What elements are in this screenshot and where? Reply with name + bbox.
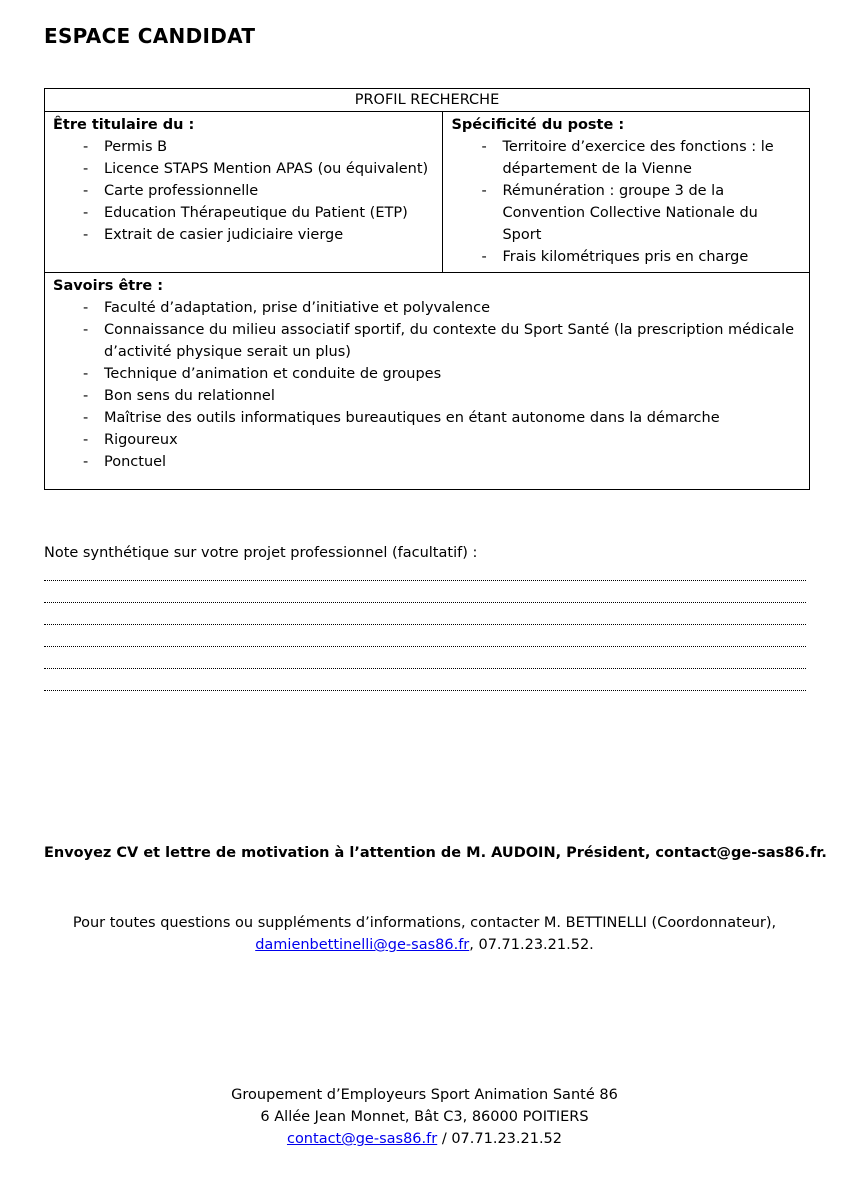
contact-email-link[interactable]: damienbettinelli@ge-sas86.fr — [255, 937, 470, 953]
list-item: - Frais kilométriques pris en charge — [451, 246, 801, 268]
list-item: - Rémunération : groupe 3 de la Convention Collective Nationale du Sport — [451, 180, 801, 246]
list-item: - Rigoureux — [53, 429, 801, 451]
list-item: - Technique d’animation et conduite de groupes — [53, 363, 801, 385]
list-item: - Carte professionnelle — [53, 180, 434, 202]
footer-org: Groupement d’Employeurs Sport Animation Santé 86 — [231, 1087, 618, 1103]
note-line[interactable] — [44, 646, 806, 647]
footer-phone: / 07.71.23.21.52 — [437, 1131, 563, 1147]
savoirs-list — [53, 297, 801, 473]
titulaire-cell — [45, 112, 443, 273]
specificite-label: Spécificité du poste : — [451, 117, 625, 133]
footer-contact-line — [0, 1128, 849, 1150]
list-item: - Connaissance du milieu associatif sportif, du contexte du Sport Santé (la prescription médicale d’activité physique serait un plus) — [53, 319, 801, 363]
list-item: - Bon sens du relationnel — [53, 385, 801, 407]
titulaire-list — [53, 136, 434, 246]
contact-block — [0, 912, 849, 956]
send-instruction: Envoyez CV et lettre de motivation à l’attention de M. AUDOIN, Président, contact@ge-sas86.fr. — [44, 845, 827, 861]
contact-phone: , 07.71.23.21.52. — [469, 937, 594, 953]
contact-text: Pour toutes questions ou suppléments d’informations, contacter M. BETTINELLI (Coordonnateur), — [72, 915, 777, 931]
list-item: - Ponctuel — [53, 451, 801, 473]
savoirs-label: Savoirs être : — [53, 278, 164, 294]
note-line[interactable] — [44, 668, 806, 669]
list-item: - Permis B — [53, 136, 434, 158]
profile-table — [44, 88, 810, 490]
list-item: - Faculté d’adaptation, prise d’initiative et polyvalence — [53, 297, 801, 319]
page-title: ESPACE CANDIDAT — [44, 24, 256, 48]
list-item: - Extrait de casier judiciaire vierge — [53, 224, 434, 246]
note-label: Note synthétique sur votre projet professionnel (facultatif) : — [44, 545, 478, 561]
note-line[interactable] — [44, 602, 806, 603]
note-line[interactable] — [44, 624, 806, 625]
specificite-cell — [443, 112, 810, 273]
profile-title: PROFIL RECHERCHE — [45, 89, 810, 112]
specificite-list — [451, 136, 801, 268]
footer-address: 6 Allée Jean Monnet, Bât C3, 86000 POITIERS — [260, 1109, 589, 1125]
note-line[interactable] — [44, 690, 806, 691]
savoirs-cell — [45, 273, 810, 490]
titulaire-label: Être titulaire du : — [53, 117, 195, 133]
contact-email-line — [0, 934, 849, 956]
list-item: - Education Thérapeutique du Patient (ETP) — [53, 202, 434, 224]
list-item: - Maîtrise des outils informatiques bureautiques en étant autonome dans la démarche — [53, 407, 801, 429]
list-item: - Territoire d’exercice des fonctions : le département de la Vienne — [451, 136, 801, 180]
footer-email-link[interactable]: contact@ge-sas86.fr — [286, 1131, 438, 1147]
footer — [0, 1084, 849, 1150]
note-line[interactable] — [44, 580, 806, 581]
list-item: - Licence STAPS Mention APAS (ou équivalent) — [53, 158, 434, 180]
